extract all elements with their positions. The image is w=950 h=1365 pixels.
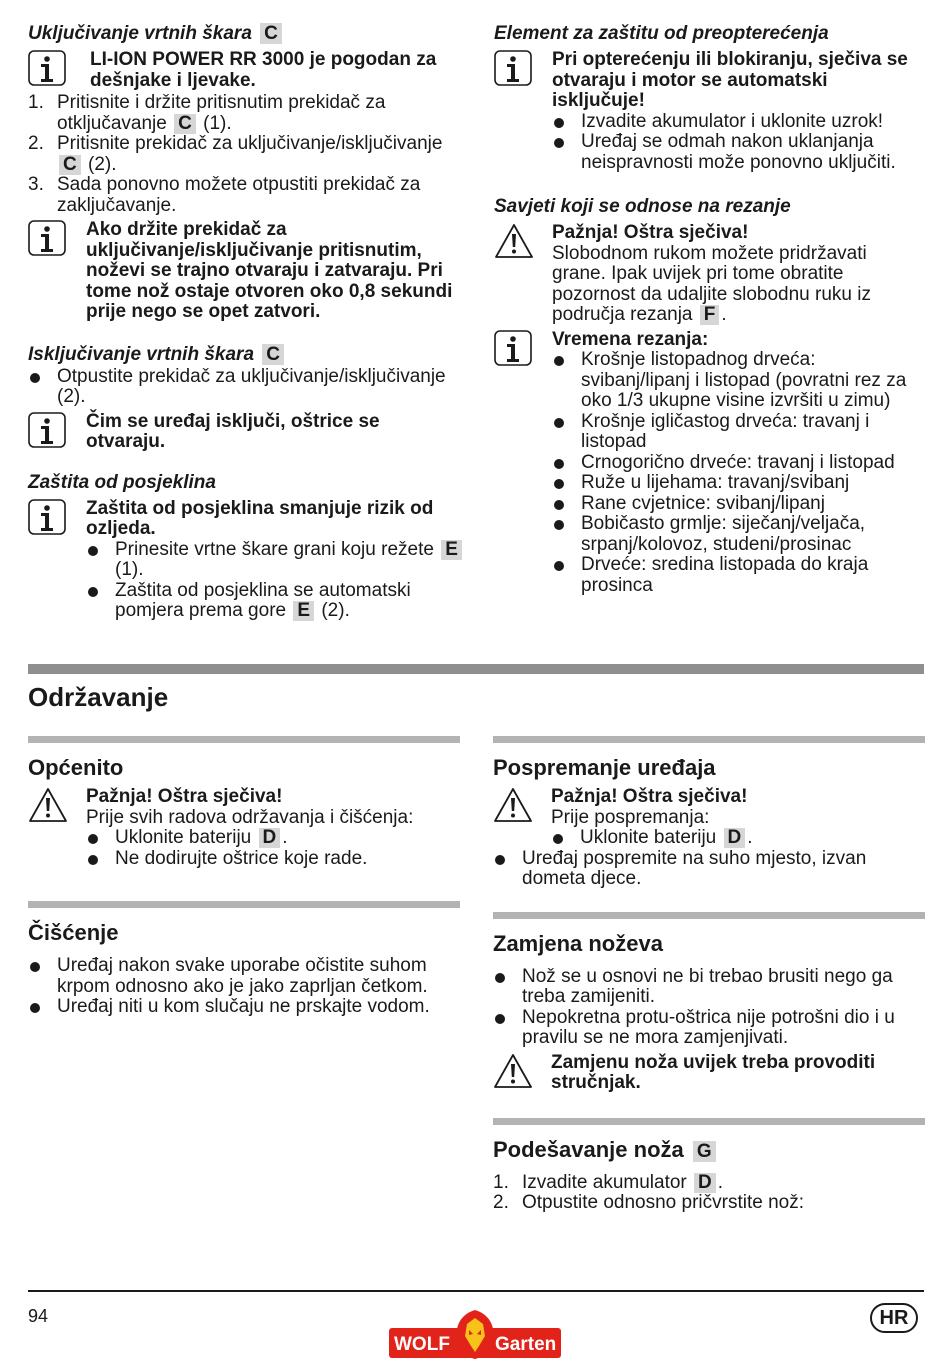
right-top-column [494,22,924,598]
info-note: Vremena rezanja: Krošnje listopadnog drveća: svibanj/lipanj i listopad (povratni rez za oko 1/3 ukupne visine izvršiti u zimu) Krošnje igličastog drveća: travanj i listopad Crnogorično drveće: travanj i listopad Ruže u lijehama: travanj/svibanj Rane cvjetnice: svibanj/lipanj Bobičasto grmlje: siječanj/veljača, srpanj/kolovoz, studeni/prosinac Drveće: sredina listopada do kraja prosinca [494,330,924,597]
info-note: Pri opterećenju ili blokiranju, sječiva se otvaraju i motor se automatski isključuje! Izvadite akumulator i uklonite uzrok! Uređaj se odmah nakon uklanjanja neispravnosti može ponovno uključiti. [494,50,924,173]
warning-icon [493,1053,531,1089]
list-item: Uređaj se odmah nakon uklanjanja neispravnosti može ponovno uključiti. [552,132,924,173]
list-item: Bobičasto grmlje: siječanj/veljača, srpanj/kolovoz, studeni/prosinac [552,514,924,555]
list-item: 2. Pritisnite prekidač za uključivanje/isključivanje C (2). [28,133,443,175]
figure-tag: D [724,828,746,848]
list-item: Rane cvjetnice: svibanj/lipanj [552,494,924,515]
figure-tag: E [293,601,314,621]
svg-text:WOLF: WOLF [394,1334,450,1355]
list-item: Ne dodirujte oštrice koje rade. [86,849,460,870]
warning-note: Pažnja! Oštra sječiva! Prije svih radova održavanja i čišćenja: Uklonite bateriju D . Ne dodirujte oštrice koje rade. [28,787,460,869]
list-item: Zaštita od posjeklina se automatski pomjera prema gore E (2). [86,581,464,622]
list-item: Uređaj niti u kom slučaju ne prskajte vodom. [28,997,460,1018]
info-icon [494,330,532,366]
bullet-list [86,828,460,869]
figure-tag: C [260,23,282,44]
warning-note: Pažnja! Oštra sječiva! Slobodnom rukom možete pridržavati grane. Ipak uvijek pri tome obratite pozornost da udaljite slobodnu ruku iz područja rezanja F . [494,223,924,326]
language-badge: HR [870,1303,918,1333]
warning-icon [28,787,66,823]
section-opcenito [28,736,460,869]
info-icon [28,220,66,256]
section-divider [28,901,460,908]
section-heading: Zaštita od posjeklina [28,471,216,493]
list-item: Uređaj nakon svake uporabe očistite suhom krpom odnosno ako je jako zaprljan četkom. [28,956,460,997]
list-item: Krošnje listopadnog drveća: svibanj/lipanj i listopad (povratni rez za oko 1/3 ukupne visine izvršiti u zimu) [552,350,924,412]
section-title: Zamjena noževa [493,930,663,956]
bullet-list [552,112,924,174]
bullet-list [28,956,460,1018]
info-icon [28,412,66,448]
list-item: Uklonite bateriju D . [551,828,925,849]
list-item: 3. Sada ponovno možete otpustiti prekidač za zaključavanje. [28,174,421,216]
list-item: Uređaj pospremite na suho mjesto, izvan dometa djece. [493,849,925,890]
bullet-list [552,350,924,596]
section-divider [493,736,925,743]
figure-tag: D [259,828,281,848]
info-note: LI-ION POWER RR 3000 je pogodan za dešnjake i ljevake. [28,50,464,91]
figure-tag: C [59,155,81,175]
section-heading: Uključivanje vrtnih škara C [28,22,464,46]
section-heading: Element za zaštitu od preopterećenja [494,23,829,44]
info-icon [494,50,532,86]
section-divider [28,736,460,743]
info-note: Zaštita od posjeklina smanjuje rizik od ozljeda. Prinesite vrtne škare grani koju režete E (1). Zaštita od posjeklina se automatski pomjera prema gore E (2). [28,499,464,622]
list-item: 1. Izvadite akumulator D . [493,1171,724,1193]
section-title: Pospremanje uređaja [493,755,716,780]
bullet-list [86,540,464,622]
section-ciscenje [28,901,460,1018]
figure-tag: E [441,540,462,560]
section-divider [28,664,924,674]
section-pospremanje [493,736,925,890]
list-item: Drveće: sredina listopada do kraja prosinca [552,555,924,596]
page-title: Održavanje [28,682,169,712]
bullet-list [28,367,464,408]
list-item: Crnogorično drveće: travanj i listopad [552,453,924,474]
left-bottom-column [28,736,460,1040]
bullet-list [493,967,925,1049]
list-item: Uklonite bateriju D . [86,828,460,849]
figure-tag: G [693,1141,716,1162]
warning-note: Pažnja! Oštra sječiva! Prije pospremanja: Uklonite bateriju D . [493,787,925,849]
list-item: Nepokretna protu-oštrica nije potrošni dio i u pravilu se ne mora zamjenjivati. [493,1008,925,1049]
warning-icon [494,223,532,259]
right-bottom-column [493,736,925,1236]
info-note: Čim se uređaj isključi, oštrice se otvaraju. [28,412,464,453]
svg-text:Garten: Garten [495,1334,557,1355]
left-top-column [28,22,464,624]
section-title: Čišćenje [28,920,119,945]
list-item: Izvadite akumulator i uklonite uzrok! [552,112,924,133]
info-note: Ako držite prekidač za uključivanje/isključivanje pritisnutim, noževi se trajno otvaraju i zatvaraju. Pri tome nož ostaje otvoren oko 0,8 sekundi prije nego se opet zatvori. [28,220,464,323]
section-heading: Isključivanje vrtnih škara C [28,343,464,367]
section-podesavanje [493,1118,925,1214]
figure-tag: D [694,1173,716,1193]
figure-tag: F [700,305,720,325]
info-icon [28,499,66,535]
section-divider [493,912,925,919]
list-item: Nož se u osnovi ne bi trebao brusiti nego ga treba zamijeniti. [493,967,925,1008]
numbered-list [28,93,464,216]
numbered-list [493,1173,925,1214]
list-item: Ruže u lijehama: travanj/svibanj [552,473,924,494]
bullet-list [493,849,925,890]
wolf-garten-logo [389,1308,561,1360]
bullet-list [551,828,925,849]
figure-tag: C [262,344,284,365]
list-item: 1. Pritisnite i držite pritisnutim prekidač za otključavanje C (1). [28,92,386,134]
list-item: 2. Otpustite odnosno pričvrstite nož: [493,1192,804,1213]
footer-divider [28,1290,924,1292]
page-number: 94 [28,1306,49,1326]
list-item: Otpustite prekidač za uključivanje/isključivanje (2). [28,367,464,408]
section-zamjena [493,912,925,1094]
section-divider [493,1118,925,1125]
section-heading: Savjeti koji se odnose na rezanje [494,196,791,217]
info-icon [28,50,66,86]
list-item: Krošnje igličastog drveća: travanj i listopad [552,412,924,453]
warning-icon [493,787,531,823]
list-item: Prinesite vrtne škare grani koju režete E (1). [86,540,464,581]
warning-note: Zamjenu noža uvijek treba provoditi stručnjak. [493,1053,925,1094]
figure-tag: C [174,114,196,134]
section-title: Podešavanje noža G [493,1137,925,1163]
section-title: Općenito [28,755,124,780]
